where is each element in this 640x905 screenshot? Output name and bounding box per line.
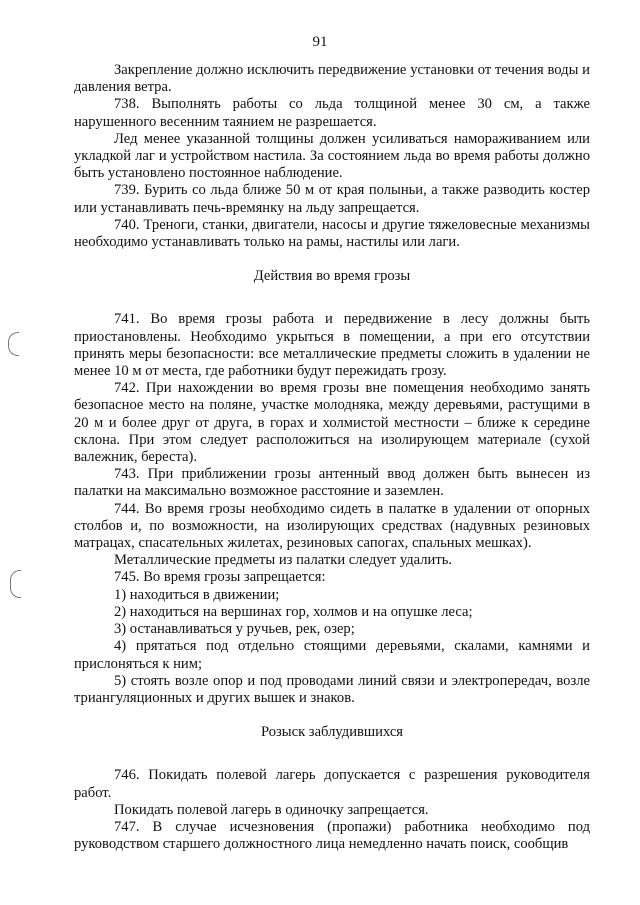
document-body <box>74 62 590 853</box>
page-number: 91 <box>312 34 328 50</box>
paragraph: 5) стоять возле опор и под проводами линий связи и электропередач, возле триангуляционных и других вышек и знаков. <box>74 672 590 706</box>
paragraph: 746. Покидать полевой лагерь допускается с разрешения руководителя работ. <box>74 767 590 801</box>
paragraph: 4) прятаться под отдельно стоящими деревьями, скалами, камнями и прислоняться к ним; <box>74 638 590 672</box>
paragraph: 740. Треноги, станки, двигатели, насосы и другие тяжеловесные механизмы необходимо устанавливать только на рамы, настилы или лаги. <box>74 216 590 251</box>
section-heading: Действия во время грозы <box>253 268 411 285</box>
paragraph: 742. При нахождении во время грозы вне помещения необходимо занять безопасное место на поляне, участке молодняка, между деревьями, растущими в 20 м и более друг от друга, в горах и холмистой местности – ближе к середине склона. При этом следует расположиться на изолирующем материале (сухой валежник, береста). <box>74 380 590 466</box>
paragraph: 744. Во время грозы необходимо сидеть в палатке в удалении от опорных столбов и, по возможности, на изолирующих средствах (надувных резиновых матрацах, спасательных жилетах, резиновых сапогах, спальных мешках). <box>74 500 590 552</box>
paragraph: 1) находиться в движении; <box>114 586 280 603</box>
paragraph: 738. Выполнять работы со льда толщиной менее 30 см, а также нарушенного весенним таянием не разрешается. <box>74 96 590 130</box>
paragraph: 2) находиться на вершинах гор, холмов и на опушке леса; <box>114 603 473 620</box>
paragraph: 739. Бурить со льда ближе 50 м от края полыньи, а также разводить костер или устанавливать печь-времянку на льду запрещается. <box>74 182 590 216</box>
section-heading: Розыск заблудившихся <box>260 724 404 741</box>
paragraph: 745. Во время грозы запрещается: <box>114 569 326 586</box>
paragraph: 741. Во время грозы работа и передвижение в лесу должны быть приостановлены. Необходимо укрыться в помещении, а при его отсутствии принять меры безопасности: все металлические предметы сложить в удалении не менее 10 м от места, где работники будут пережидать грозу. <box>74 311 590 380</box>
paragraph: 747. В случае исчезновения (пропажи) работника необходимо под руководством старшего должностного лица немедленно начать поиск, сообщив <box>74 818 590 853</box>
paragraph: Закрепление должно исключить передвижение установки от течения воды и давления ветра. <box>74 62 590 96</box>
paragraph: Металлические предметы из палатки следует удалить. <box>114 552 453 569</box>
paragraph: 3) останавливаться у ручьев, рек, озер; <box>114 621 355 638</box>
paragraph: Лед менее указанной толщины должен усиливаться намораживанием или укладкой лаг и устройством настила. За состоянием льда во время работы должно быть установлено постоянное наблюдение. <box>74 130 590 182</box>
paragraph: Покидать полевой лагерь в одиночку запрещается. <box>114 801 429 818</box>
binding-hole-mark-bottom <box>10 570 21 598</box>
binding-hole-mark-top <box>8 332 19 356</box>
paragraph: 743. При приближении грозы антенный ввод должен быть вынесен из палатки на максимально возможное расстояние и заземлен. <box>74 466 590 500</box>
